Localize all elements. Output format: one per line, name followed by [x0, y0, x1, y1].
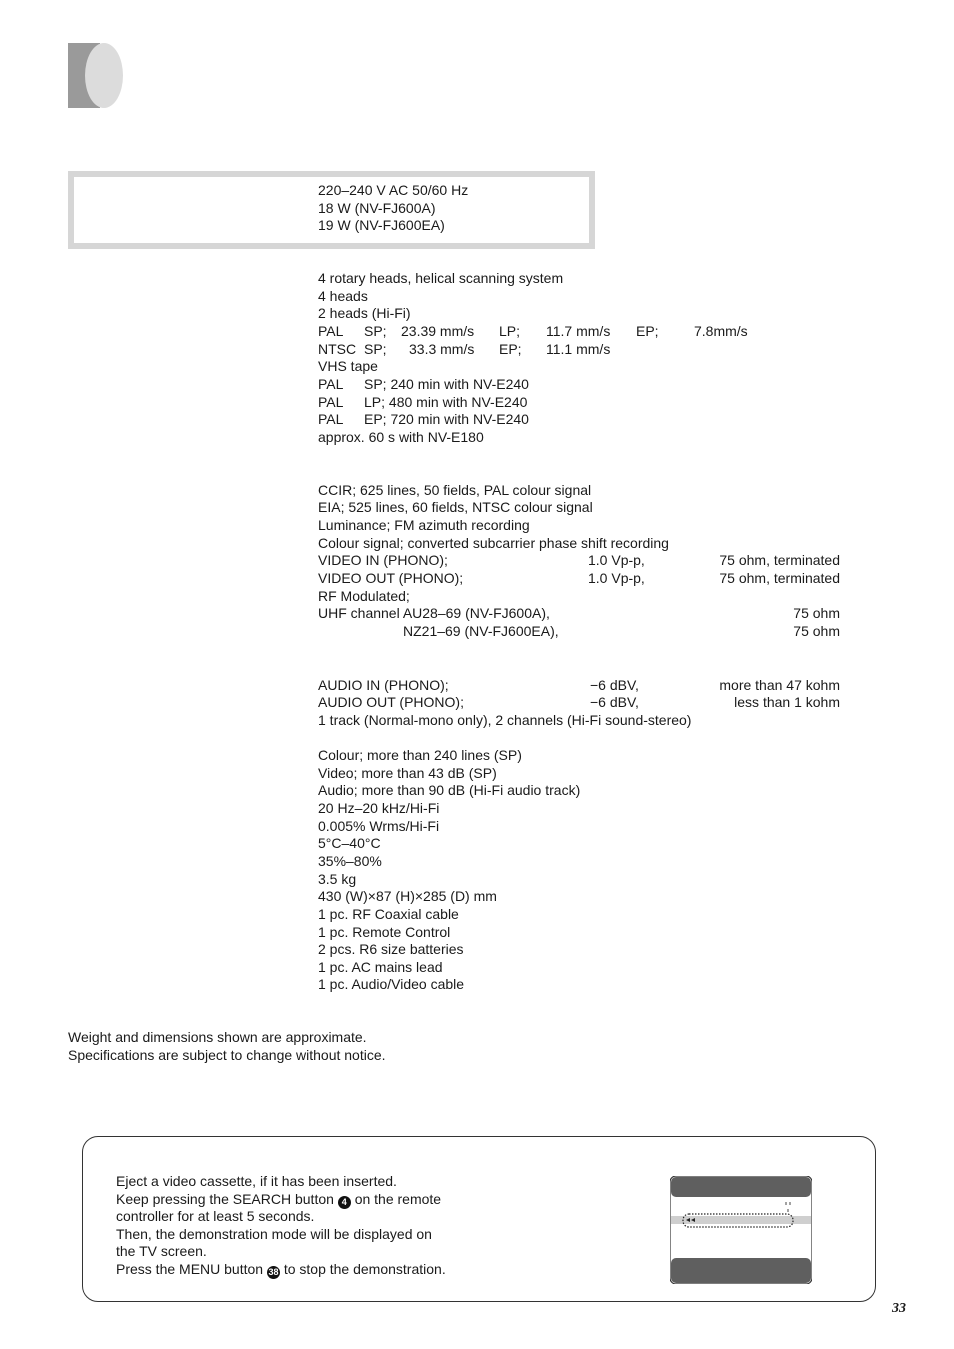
demo-step-stop [116, 1261, 446, 1279]
tape-speed-ntsc-ep-value: 11.1 mm/s [546, 341, 611, 357]
spec-power-supply: 220–240 V AC 50/60 Hz [318, 182, 469, 198]
spec-general-line: Colour; more than 240 lines (SP) [318, 747, 522, 763]
spec-general-line: 430 (W)×87 (H)×285 (D) mm [318, 888, 497, 904]
demo-step-display: Then, the demonstration mode will be displayed on [116, 1226, 432, 1242]
spec-general-line: 0.005% Wrms/Hi-Fi [318, 818, 440, 834]
spec-general-line: Video; more than 43 dB (SP) [318, 765, 497, 781]
demo-step-duration: controller for at least 5 seconds. [116, 1208, 315, 1224]
spec-recording-system: 4 rotary heads, helical scanning system [318, 270, 564, 286]
tape-speed-pal-system: PAL [318, 323, 344, 339]
spec-video-pal: CCIR; 625 lines, 50 fields, PAL colour signal [318, 482, 592, 498]
spec-general-line: 20 Hz–20 kHz/Hi-Fi [318, 800, 440, 816]
demo-step-search [116, 1191, 441, 1209]
spec-power-consumption-ea: 19 W (NV-FJ600EA) [318, 217, 445, 233]
section-tab-oval [85, 43, 123, 108]
tv-demo-screen-illustration [670, 1176, 812, 1284]
audio-in-impedance: more than 47 kohm [719, 677, 840, 693]
search-button-number-badge: 4 [338, 1196, 351, 1209]
audio-out-impedance: less than 1 kohm [734, 694, 840, 710]
spec-general-line: 35%–80% [318, 853, 382, 869]
demo-step-tv-screen: the TV screen. [116, 1243, 207, 1259]
audio-out-label: AUDIO OUT (PHONO); [318, 694, 464, 710]
note-approximate: Weight and dimensions shown are approximate. [68, 1029, 367, 1045]
spec-general-line: Audio; more than 90 dB (Hi-Fi audio track) [318, 782, 581, 798]
spec-ff-rew-time: approx. 60 s with NV-E180 [318, 429, 484, 445]
tape-speed-pal-sp: SP; [364, 323, 387, 339]
video-out-label: VIDEO OUT (PHONO); [318, 570, 464, 586]
rec-time-system: PAL [318, 376, 344, 392]
spec-general-line: 5°C–40°C [318, 835, 381, 851]
tape-speed-pal-ep-value: 7.8mm/s [694, 323, 748, 339]
note-subject-to-change: Specifications are subject to change without notice. [68, 1047, 386, 1063]
spec-video-ntsc: EIA; 525 lines, 60 fields, NTSC colour signal [318, 499, 593, 515]
spec-power-consumption-a: 18 W (NV-FJ600A) [318, 200, 436, 216]
spec-luminance: Luminance; FM azimuth recording [318, 517, 530, 533]
spec-tape: VHS tape [318, 358, 378, 374]
spec-general-line: 1 pc. RF Coaxial cable [318, 906, 459, 922]
demo-step-stop-text: Press the MENU button [116, 1261, 264, 1277]
video-out-impedance: 75 ohm, terminated [719, 570, 840, 586]
spec-general-line: 3.5 kg [318, 871, 357, 887]
video-in-label: VIDEO IN (PHONO); [318, 552, 448, 568]
rec-time-value: SP; 240 min with NV-E240 [364, 376, 529, 392]
audio-out-level: −6 dBV, [590, 694, 639, 710]
tape-speed-ntsc-ep: EP; [499, 341, 522, 357]
tape-speed-ntsc-sp: SP; [364, 341, 387, 357]
video-out-level: 1.0 Vp-p, [588, 570, 645, 586]
demo-step-search-text-2: on the remote [354, 1191, 442, 1207]
spec-general-line: 2 pcs. R6 size batteries [318, 941, 464, 957]
rec-time-system: PAL [318, 411, 344, 427]
spec-audio-heads: 2 heads (Hi-Fi) [318, 305, 411, 321]
rf-channel-a-impedance: 75 ohm [793, 605, 840, 621]
demo-step-stop-text-2: to stop the demonstration. [283, 1261, 446, 1277]
spec-video-heads: 4 heads [318, 288, 368, 304]
tape-speed-pal-ep: EP; [636, 323, 659, 339]
video-in-level: 1.0 Vp-p, [588, 552, 645, 568]
audio-in-level: −6 dBV, [590, 677, 639, 693]
rec-time-system: PAL [318, 394, 344, 410]
rf-channel-ea: NZ21–69 (NV-FJ600EA), [403, 623, 559, 639]
spec-colour-signal: Colour signal; converted subcarrier phase shift recording [318, 535, 669, 551]
tape-speed-pal-lp-value: 11.7 mm/s [546, 323, 611, 339]
demo-step-search-text: Keep pressing the SEARCH button [116, 1191, 334, 1207]
spec-general-line: 1 pc. Audio/Video cable [318, 976, 465, 992]
video-in-impedance: 75 ohm, terminated [719, 552, 840, 568]
tape-speed-ntsc-system: NTSC [318, 341, 357, 357]
rf-label: RF Modulated; [318, 588, 410, 604]
rf-channel-a: UHF channel AU28–69 (NV-FJ600A), [318, 605, 550, 621]
page-number: 33 [892, 1301, 906, 1316]
rec-time-value: EP; 720 min with NV-E240 [364, 411, 529, 427]
spec-audio-track: 1 track (Normal-mono only), 2 channels (Hi-Fi sound-stereo) [318, 712, 692, 728]
audio-in-label: AUDIO IN (PHONO); [318, 677, 449, 693]
tape-speed-pal-sp-value: 23.39 mm/s [401, 323, 475, 339]
tape-speed-pal-lp: LP; [499, 323, 521, 339]
rec-time-value: LP; 480 min with NV-E240 [364, 394, 528, 410]
demo-step-eject: Eject a video cassette, if it has been inserted. [116, 1173, 397, 1189]
spec-general-line: 1 pc. Remote Control [318, 924, 451, 940]
menu-button-number-badge: 38 [268, 1267, 279, 1277]
tape-speed-ntsc-sp-value: 33.3 mm/s [409, 341, 475, 357]
rf-channel-ea-impedance: 75 ohm [793, 623, 840, 639]
spec-general-line: 1 pc. AC mains lead [318, 959, 443, 975]
